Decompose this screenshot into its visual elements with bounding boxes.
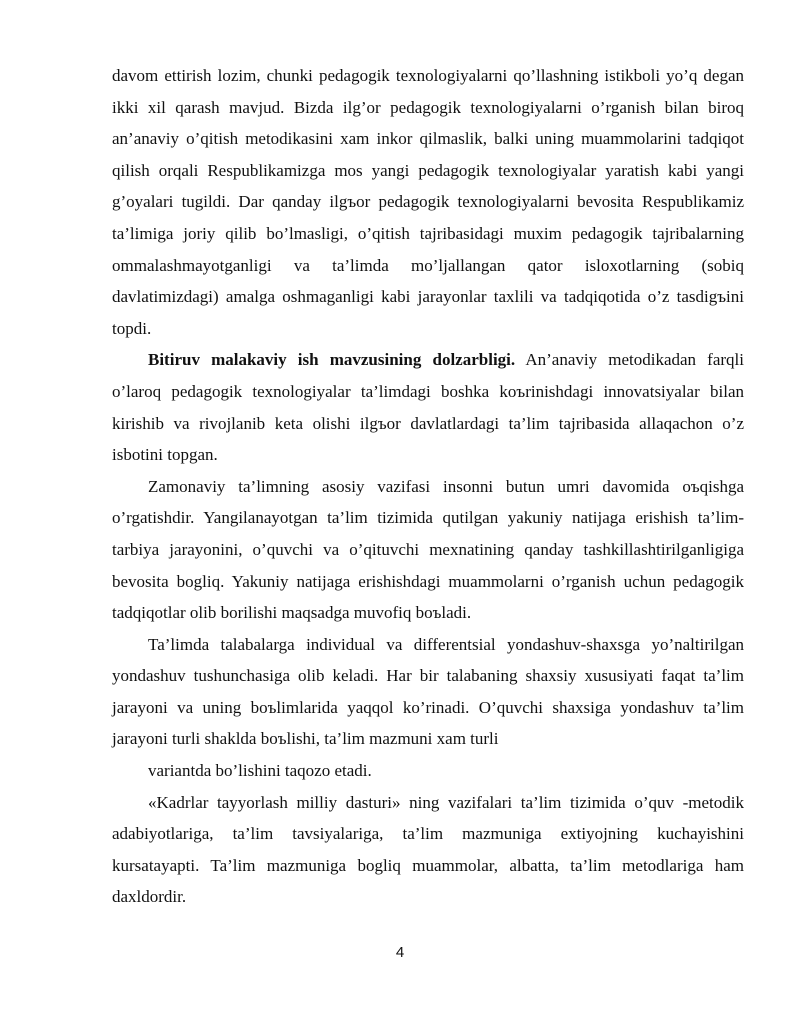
- document-page: [112, 60, 744, 913]
- paragraph-national-program: «Kadrlar tayyorlash milliy dasturi» ning vazifalari ta’lim tizimida o’quv -metodik adabiyotlariga, ta’lim tavsiyalariga, ta’lim mazmuniga extiyojning kuchayishini kursatayapti. Ta’lim mazmuniga bogliq muammolar, albatta, ta’lim metodlariga ham daxldordir.: [112, 792, 744, 907]
- paragraph-topic-relevance: [112, 344, 744, 470]
- paragraph-topic-relevance-text: An’anaviy metodikadan farqli o’laroq pedagogik texnologiyalar ta’limdagi boshka koъrinishdagi innovatsiyalar bilan kirishib va rivojlanib keta olishi ilgъor davlatlardagi ta’lim tajribasida allaqachon o’z isbotini topgan.: [112, 350, 744, 465]
- page-number: 4: [395, 944, 405, 961]
- paragraph-individual-approach: Ta’limda talabalarga individual va differentsial yondashuv-shaxsga yo’naltirilgan yondashuv tushunchasiga olib keladi. Har bir talabaning shaxsiy xususiyati faqat ta’lim jarayoni va uning boъlimlarida yaqqol ko’rinadi. O’quvchi shaxsiga yondashuv ta’lim jarayoni turli shaklda boъlishi, ta’lim mazmuni xam turli: [112, 634, 744, 749]
- paragraph-variant-line: variantda bo’lishini taqozo etadi.: [148, 761, 372, 781]
- section-heading-inline: Bitiruv malakaviy ish mavzusining dolzarbligi.: [148, 350, 516, 370]
- paragraph-continuation: davom ettirish lozim, chunki pedagogik texnologiyalarni qo’llashning istikboli yo’q degan ikki xil qarash mavjud. Bizda ilg’or pedagogik texnologiyalarni o’rganish bilan biroq an’anaviy o’qitish metodikasini xam inkor qilmaslik, balki uning muammolarini tadqiqot qilish orqali Respublikamizga mos yangi pedagogik texnologiyalar yaratish kabi yangi g’oyalari tugildi. Dar qanday ilgъor pedagogik texnologiyalarni bevosita Respublikamiz ta’limiga joriy qilib bo’lmasligi, o’qitish tajribasidagi muxim pedagogik tajribalarning ommalashmayotganligi va ta’limda mo’ljallangan qator isloxotlarning (sobiq davlatimizdagi) amalga oshmaganligi kabi jarayonlar taxlili va tadqiqotida o’z tasdigъini topdi.: [112, 66, 744, 338]
- paragraph-modern-education: Zamonaviy ta’limning asosiy vazifasi insonni butun umri davomida oъqishga o’rgatishdir. Yangilanayotgan ta’lim tizimida qutilgan yakuniy natijaga erishish ta’lim- tarbiya jarayonini, o’quvchi va o’qituvchi mexnatining qanday tashkillashtirilganligiga bevosita bogliq. Yakuniy natijaga erishishdagi muammolarni o’rganish uchun pedagogik tadqiqotlar olib borilishi maqsadga muvofiq boъladi.: [112, 476, 744, 623]
